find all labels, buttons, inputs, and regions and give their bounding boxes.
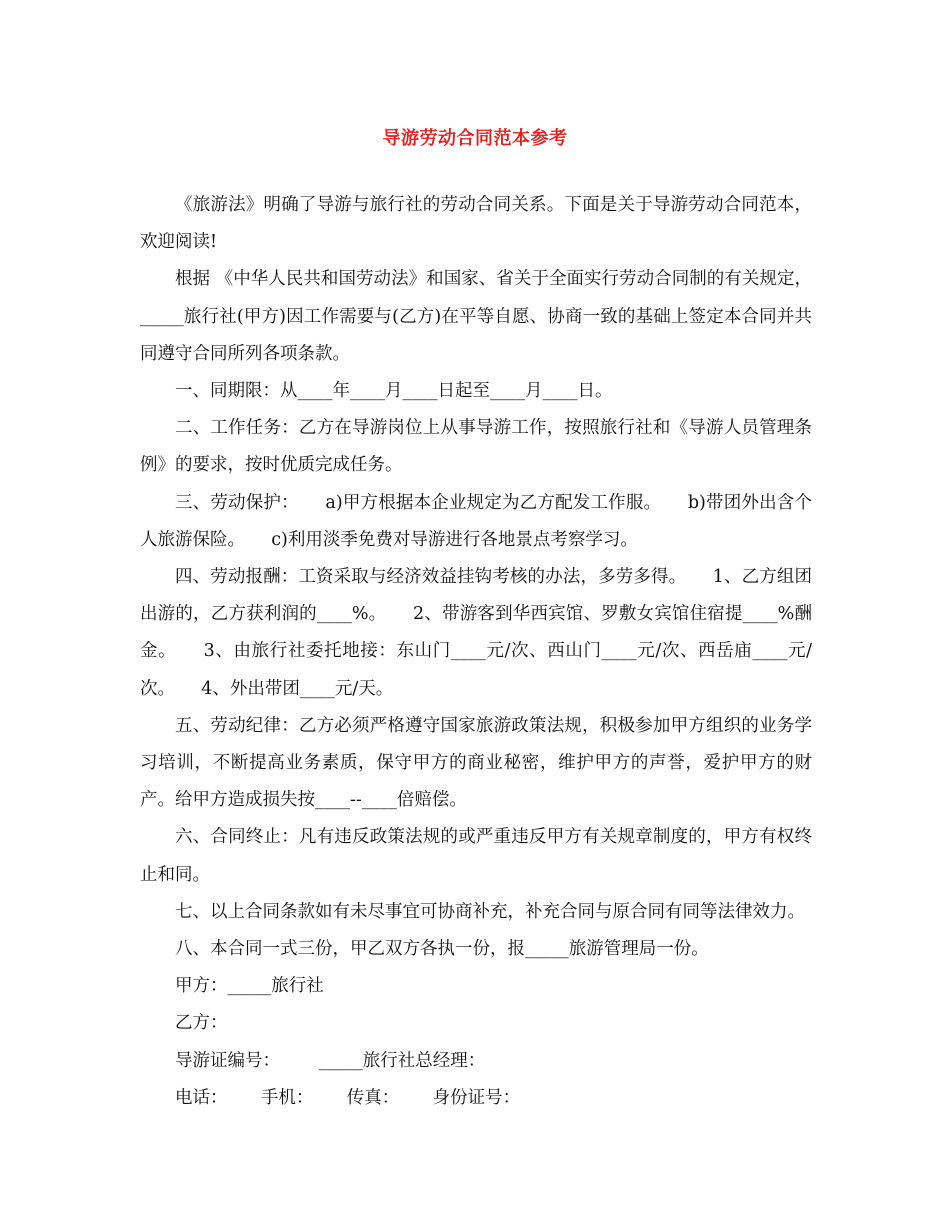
- clause-remuneration: 四、劳动报酬：工资采取与经济效益挂钩考核的办法，多劳多得。 1、乙方组团出游的，乙方获利润的____%。 2、带游客到华西宾馆、罗敷女宾馆住宿提____%酬金。 3、由旅行社委托地接：东山门____元/次、西山门____元/次、西岳庙____元/次。 4、外出带团____元/天。: [140, 567, 812, 699]
- document-title: 导游劳动合同范本参考: [382, 128, 568, 149]
- clause-term: 一、同期限：从____年____月____日起至____月____日。: [175, 381, 613, 402]
- clause-copies: 八、本合同一式三份，甲乙双方各执一份，报_____旅游管理局一份。: [175, 939, 709, 960]
- clause-supplement: 七、以上合同条款如有未尽事宜可协商补充，补充合同与原合同有同等法律效力。: [175, 901, 805, 922]
- signature-guide-license: 导游证编号： _____旅行社总经理：: [175, 1050, 486, 1071]
- clause-discipline: 五、劳动纪律：乙方必须严格遵守国家旅游政策法规，积极参加甲方组织的业务学习培训，不断提高业务素质，保守甲方的商业秘密，维护甲方的声誉，爱护甲方的财产。给甲方造成损失按____--____倍赔偿。: [140, 715, 812, 811]
- signature-party-a: 甲方：_____旅行社: [175, 976, 324, 997]
- clause-work-tasks: 二、工作任务：乙方在导游岗位上从事导游工作，按照旅行社和《导游人员管理条例》的要求，按时优质完成任务。: [140, 418, 812, 476]
- document-body: [140, 187, 812, 1117]
- signature-contact: 电话： 手机： 传真： 身份证号：: [175, 1087, 521, 1108]
- paragraph-intro: 《旅游法》明确了导游与旅行社的劳动合同关系。下面是关于导游劳动合同范本，欢迎阅读!: [140, 195, 812, 253]
- signature-party-b: 乙方：: [175, 1013, 228, 1034]
- clause-labor-protection: 三、劳动保护： a)甲方根据本企业规定为乙方配发工作服。 b)带团外出含个人旅游保险。 c)利用淡季免费对导游进行各地景点考察学习。: [140, 492, 812, 550]
- paragraph-preamble: 根据 《中华人民共和国劳动法》和国家、省关于全面实行劳动合同制的有关规定，_____旅行社(甲方)因工作需要与(乙方)在平等自愿、协商一致的基础上签定本合同并共同遵守合同所列各项条款。: [140, 269, 812, 364]
- clause-termination: 六、合同终止：凡有违反政策法规的或严重违反甲方有关规章制度的，甲方有权终止和同。: [140, 827, 812, 885]
